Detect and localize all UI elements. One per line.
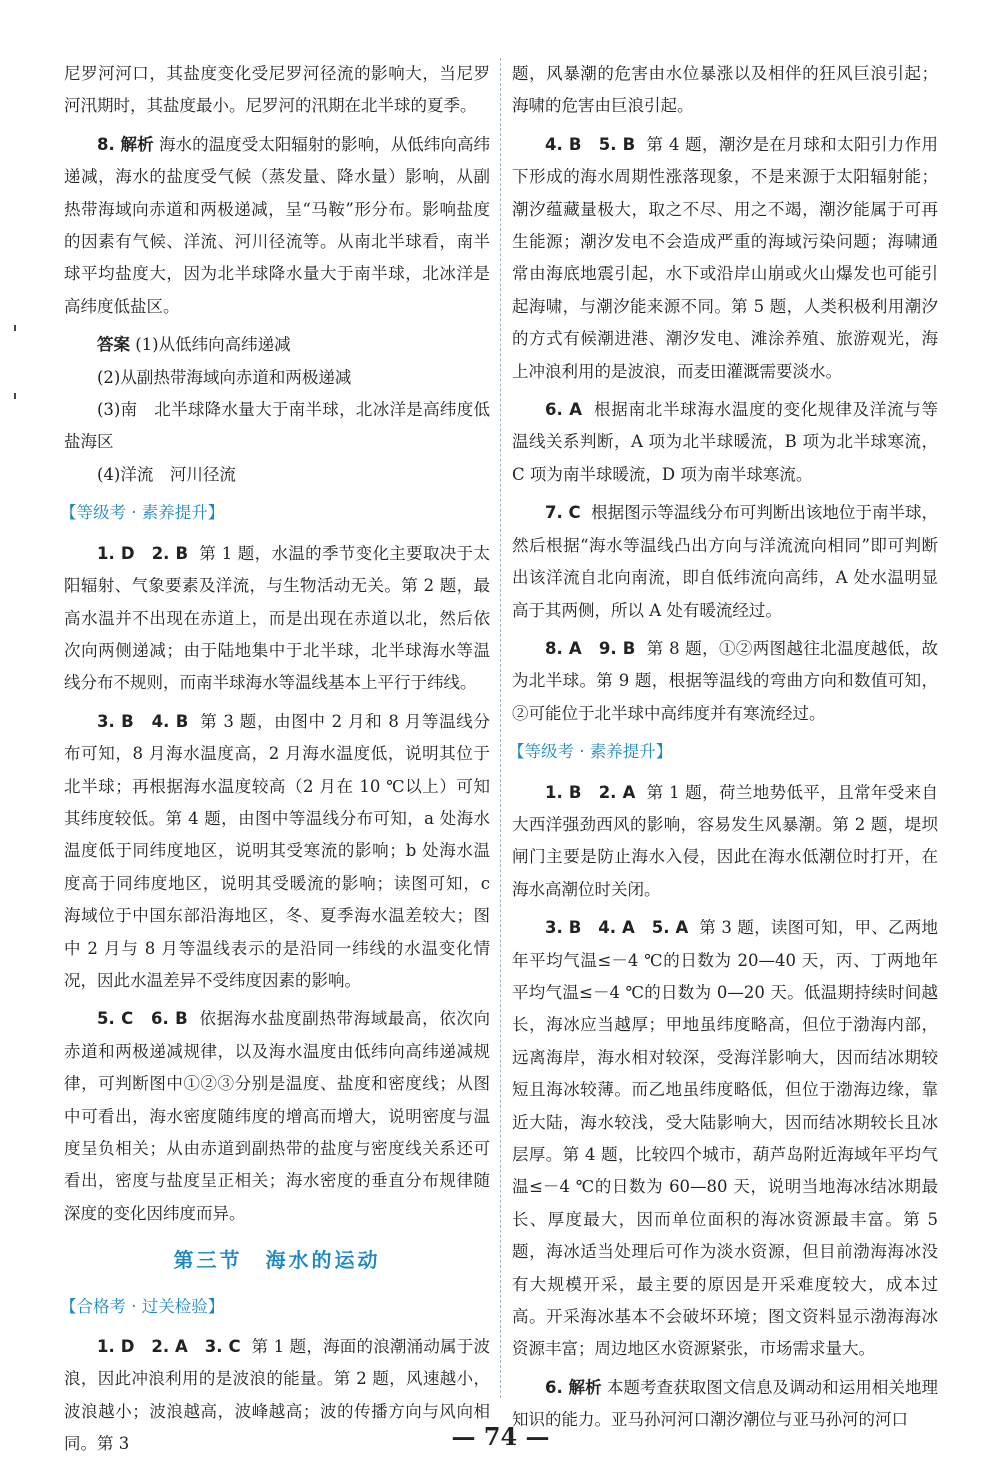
question-text: 第 1 题，荷兰地势低平，且常年受来自大西洋强劲西风的影响，容易发生风暴潮。第 2 题，堤坝闸门主要是防止海水入侵，因此在海水低潮位时打开，在海水高潮位时关闭。 [512,782,938,899]
question-number: 8. A 9. B [545,638,636,658]
chapter-title: 第三节 海水的运动 [173,1248,381,1273]
question-text: 海水的温度受太阳辐射的影响，从低纬向高纬递减，海水的盐度受气候（蒸发量、降水量）影响，从副热带海域向赤道和两极递减，呈“马鞍”形分布。影响盐度的因素有气候、洋流、河川径流等。从南北半球看，南半球平均盐度大，因为北半球降水量大于南半球，北冰洋是高纬度低盐区。 [64,134,491,316]
paragraph: 尼罗河河口，其盐度变化受尼罗河径流的影响大，当尼罗河汛期时，其盐度最小。尼罗河的汛期在北半球的夏季。 [64,64,490,116]
question-4-5 [512,129,938,388]
right-column [508,58,939,1443]
column-divider [500,58,501,1398]
question-number: 3. B 4. B [97,711,189,731]
question-number: 1. D 2. B [97,543,189,563]
question-1-2 [64,538,490,700]
question-3-5 [512,912,938,1366]
answer-2: (2)从副热带海域向赤道和两极递减 [97,367,352,387]
question-8 [64,129,490,323]
question-number: 1. D 2. A 3. C [97,1337,241,1357]
question-text: 第 1 题，水温的季节变化主要取决于太阳辐射、气象要素及洋流，与生物活动无关。第 2 题，最高水温并不出现在赤道上，而是出现在赤道以北，然后依次向两侧递减；由于陆地集中于北半球，北半球海水等温线分布不规则，而南半球海水等温线基本上平行于纬线。 [64,543,490,693]
question-1-2 [512,777,938,907]
answer-text: (1)从低纬向高纬递减 [135,335,291,355]
question-7 [512,497,938,627]
question-number: 7. C [545,503,581,523]
question-text: 根据南北半球海水温度的变化规律及洋流与等温线关系判断，A 项为北半球暖流，B 项为北半球寒流，C 项为南半球暖流，D 项为南半球寒流。 [512,400,939,484]
question-number: 5. C 6. B [97,1009,188,1029]
question-number: 8. 解析 [97,134,154,154]
question-text: 第 1 题，海面的浪潮涌动属于波浪，因此冲浪利用的是波浪的能量。第 2 题，风速越小，波浪越小；波浪越高，波峰越高；波的传播方向与风向相同。第 3 [64,1337,490,1454]
margin-mark [14,393,16,399]
question-number: 1. B 2. A [545,782,636,802]
question-text: 根据图示等温线分布可判断出该地位于南半球，然后根据“海水等温线凸出方向与洋流流向相同”即可判断出该洋流自北向南流，即自低纬流向高纬，A 处水温明显高于其两侧，所以 A 处有暖流经过。 [512,503,938,620]
question-text: 依据海水盐度副热带海域最高，依次向赤道和两极递减规律，以及海水温度由低纬向高纬递减规律，可判断图中①②③分别是温度、盐度和密度线；从图中可看出，海水密度随纬度的增高而增大，说明密度与温度呈负相关；从由赤道到副热带的盐度与密度线关系还可看出，密度与盐度呈正相关；海水密度的垂直分布规律随深度的变化因纬度而异。 [64,1009,490,1223]
answer-1 [64,329,490,361]
paragraph: 题，风暴潮的危害由水位暴涨以及相伴的狂风巨浪引起；海啸的危害由巨浪引起。 [512,64,938,116]
question-number: 3. B 4. A 5. A [545,918,689,938]
question-5-6 [64,1003,490,1230]
answer-label: 答案 [97,335,130,355]
question-text: 本题考查获取图文信息及调动和运用相关地理知识的能力。亚马孙河河口潮汐潮位与亚马孙河的河口 [512,1377,939,1430]
question-number: 4. B 5. B [545,134,636,154]
question-text: 第 3 题，由图中 2 月和 8 月等温线分布可知，8 月海水温度高，2 月海水温度低，说明其位于北半球；再根据海水温度较高（2 月在 10 ℃以上）可知其纬度较低。第 4 题，由图中等温线分布可知，a 处海水温度低于同纬度地区，说明其受寒流的影响；b 处海水温度高于同纬度地区，说明其受暖流的影响；读图可知，c 海域位于中国东部沿海地区，冬、夏季海水温差较大；图中 2 月与 8 月等温线表示的是沿同一纬线的水温变化情况，因此水温差异不受纬度因素的影响。 [64,711,490,990]
question-number: 6. 解析 [545,1377,602,1397]
question-3-4 [64,706,490,998]
question-text: 第 3 题，读图可知，甲、乙两地年平均气温≤－4 ℃的日数为 20—40 天，丙、丁两地年平均气温≤－4 ℃的日数为 0—20 天。低温期持续时间越长，海冰应当越厚；甲地虽纬度略高，但位于渤海内部，远离海岸，海水相对较深，受海洋影响大，因而结冰期较短且海冰较薄。而乙地虽纬度略低，但位于渤海边缘，靠近大陆，海水较浅，受大陆影响大，因而结冰期较长且冰层厚。第 4 题，比较四个城市，葫芦岛附近海域年平均气温≤－4 ℃的日数为 60—80 天，说明当地海冰结冰期最长、厚度最大，因而单位面积的海冰资源最丰富。第 5 题，海冰适当处理后可作为淡水资源，但目前渤海海冰没有大规模开采，最主要的原因是开采难度较大，成本过高。开采海冰基本不会破坏环境；图文资料显示渤海海冰资源丰富；周边地区水资源紧张，市场需求量大。 [512,918,938,1359]
margin-mark [14,325,16,331]
section-heading: 【等级考 · 素养提升】 [60,503,225,523]
page-number: — 74 — [451,1422,550,1451]
section-heading: 【合格考 · 过关检验】 [60,1296,225,1316]
left-column [60,58,491,1467]
question-text: 第 8 题，①②两图越往北温度越低，故为北半球。第 9 题，根据等温线的弯曲方向和数值可知，②可能位于北半球中高纬度并有寒流经过。 [512,638,938,723]
question-8-9 [512,633,938,730]
question-text: 第 4 题，潮汐是在月球和太阳引力作用下形成的海水周期性涨落现象，不是来源于太阳辐射能；潮汐蕴藏量极大，取之不尽、用之不竭，潮汐能属于可再生能源；潮汐发电不会造成严重的海域污染问题；海啸通常由海底地震引起，水下或沿岸山崩或火山爆发也可能引起海啸，与潮汐能来源不同。第 5 题，人类积极利用潮汐的方式有候潮进港、潮汐发电、滩涂养殖、旅游观光，海上冲浪利用的是波浪，而麦田灌溉需要淡水。 [512,134,938,381]
answer-3: (3)南 北半球降水量大于南半球，北冰洋是高纬度低盐海区 [64,400,490,452]
section-heading: 【等级考 · 素养提升】 [508,742,673,762]
question-number: 6. A [545,400,583,420]
question-6 [512,394,938,491]
answer-4: (4)洋流 河川径流 [97,464,236,484]
